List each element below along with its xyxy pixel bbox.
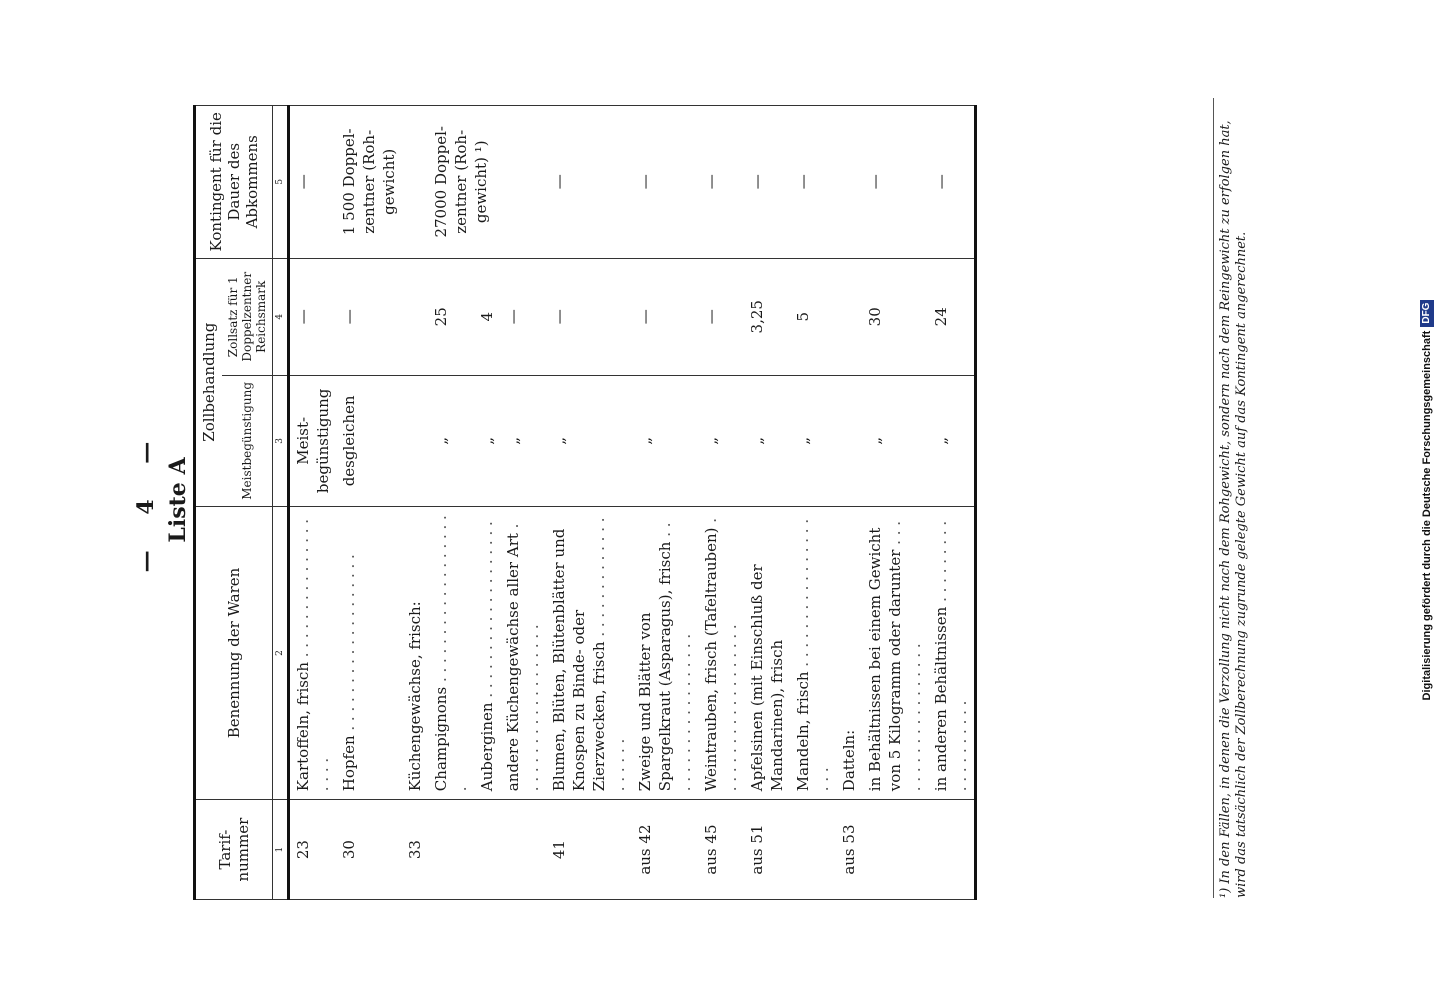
table-row: [836, 106, 862, 900]
col-number-5: 5: [273, 106, 289, 259]
header-preference: Meistbegünstigung: [222, 375, 273, 506]
goods-name: Kartoffeln, frisch . . .: [294, 519, 332, 791]
preference-cell: „: [744, 375, 790, 506]
goods-name: andere Küchengewächse aller Art . . .: [504, 524, 542, 792]
table-row: [428, 106, 474, 900]
tariff-number: [790, 800, 836, 900]
rate-cell: —: [546, 258, 632, 375]
table-row: [402, 106, 428, 900]
header-customs-treatment: Zollbehandlung: [195, 258, 223, 506]
preference-cell: [402, 375, 428, 506]
quota-cell: [402, 106, 428, 259]
goods-name: Apfelsinen (mit Einschluß der Mandarinen), frisch: [748, 564, 786, 792]
page-number: — 4 —: [133, 427, 159, 573]
tariff-number: [928, 800, 976, 900]
quota-cell: 27000 Doppel-zentner (Roh-gewicht) ¹): [428, 106, 546, 259]
preference-cell: „: [546, 375, 632, 506]
dfg-watermark: [1417, 8, 1434, 992]
col-number-3: 3: [273, 375, 289, 506]
tariff-number: aus 42: [632, 800, 698, 900]
rate-cell: —: [336, 258, 402, 375]
table-row: [790, 106, 836, 900]
tariff-number: [500, 800, 546, 900]
preference-cell: „: [790, 375, 836, 506]
rate-cell: [402, 258, 428, 375]
footnote: ¹) In den Fällen, in denen die Verzollung nicht nach dem Rohgewicht, sondern nach dem Reingewicht zu erfolgen hat, wird das tatsächlich der Zollberechnung zugrunde gelegte Gewicht auf das Kontingent angerechnet.: [1213, 98, 1250, 898]
rate-cell: —: [500, 258, 546, 375]
tariff-number: aus 45: [698, 800, 744, 900]
quota-cell: —: [790, 106, 836, 259]
preference-cell: „: [862, 375, 928, 506]
preference-cell: desgleichen: [336, 375, 402, 506]
header-goods: Benennung der Waren: [195, 506, 273, 799]
goods-name: Blumen, Blüten, Blütenblätter und Knospen zu Binde- oder Zierzwecken, frisch . . .: [550, 517, 628, 791]
goods-name: Mandeln, frisch . . .: [794, 519, 832, 791]
rate-cell: [836, 258, 862, 375]
document-page: [133, 10, 1293, 990]
table-row: [744, 106, 790, 900]
quota-cell: —: [744, 106, 790, 259]
rate-cell: 3,25: [744, 258, 790, 375]
quota-cell: —: [862, 106, 928, 259]
col-number-1: 1: [273, 800, 289, 900]
header-rate: Zollsatz für 1 Doppelzentner Reichsmark: [222, 258, 273, 375]
list-title: Liste A: [165, 457, 191, 543]
dfg-logo: DFG: [1420, 300, 1434, 327]
goods-name: Küchengewächse, frisch:: [402, 506, 428, 799]
preference-cell: „: [632, 375, 698, 506]
preference-cell: „: [428, 375, 474, 506]
table-row: [862, 106, 928, 900]
table-row: [928, 106, 976, 900]
tariff-number: [428, 800, 474, 900]
header-quota: Kontingent für die Dauer des Abkommens: [195, 106, 273, 259]
tariff-number: aus 51: [744, 800, 790, 900]
goods-name: Auberginen . . .: [478, 521, 496, 791]
rate-cell: 4: [474, 258, 500, 375]
rate-cell: 25: [428, 258, 474, 375]
goods-name: Weintrauben, frisch (Tafeltrauben) . . .: [702, 518, 740, 791]
rate-cell: 24: [928, 258, 976, 375]
goods-name: in anderen Behältnissen . . .: [932, 521, 970, 791]
rate-cell: —: [289, 258, 337, 375]
preference-cell: Meist-begünstigung: [289, 375, 337, 506]
goods-name: Datteln:: [836, 506, 862, 799]
header-tariff-number: Tarif-nummer: [195, 800, 273, 900]
goods-name: Champignons . . .: [432, 515, 470, 791]
rate-cell: 5: [790, 258, 836, 375]
goods-name: Zweige und Blätter von Spargelkraut (Asparagus), frisch . . .: [636, 523, 694, 792]
quota-cell: 1 500 Doppel-zentner (Roh-gewicht): [336, 106, 402, 259]
col-number-2: 2: [273, 506, 289, 799]
tariff-number: 23: [289, 800, 337, 900]
preference-cell: „: [698, 375, 744, 506]
quota-cell: —: [698, 106, 744, 259]
quota-cell: —: [546, 106, 632, 259]
tariff-number: aus 53: [836, 800, 862, 900]
preference-cell: [836, 375, 862, 506]
rate-cell: 30: [862, 258, 928, 375]
tariff-number: [474, 800, 500, 900]
table-row: [698, 106, 744, 900]
goods-name: in Behältnissen bei einem Gewicht von 5 Kilogramm oder darunter . . .: [866, 521, 924, 791]
tariff-number: 41: [546, 800, 632, 900]
preference-cell: „: [474, 375, 500, 506]
page-header: [133, 10, 191, 990]
tariff-number: [862, 800, 928, 900]
preference-cell: „: [928, 375, 976, 506]
quota-cell: —: [289, 106, 337, 259]
table-row: [289, 106, 337, 900]
goods-name: Hopfen . . .: [340, 554, 358, 791]
rate-cell: —: [632, 258, 698, 375]
table-row: [546, 106, 632, 900]
col-number-4: 4: [273, 258, 289, 375]
watermark-text: Digitalisierung gefördert durch die Deutsche Forschungsgemeinschaft: [1421, 330, 1433, 701]
quota-cell: —: [632, 106, 698, 259]
tariff-number: 33: [402, 800, 428, 900]
tariff-table: [193, 105, 977, 900]
table-row: [336, 106, 402, 900]
rate-cell: —: [698, 258, 744, 375]
table-row: [632, 106, 698, 900]
quota-cell: [836, 106, 862, 259]
preference-cell: „: [500, 375, 546, 506]
quota-cell: —: [928, 106, 976, 259]
tariff-number: 30: [336, 800, 402, 900]
